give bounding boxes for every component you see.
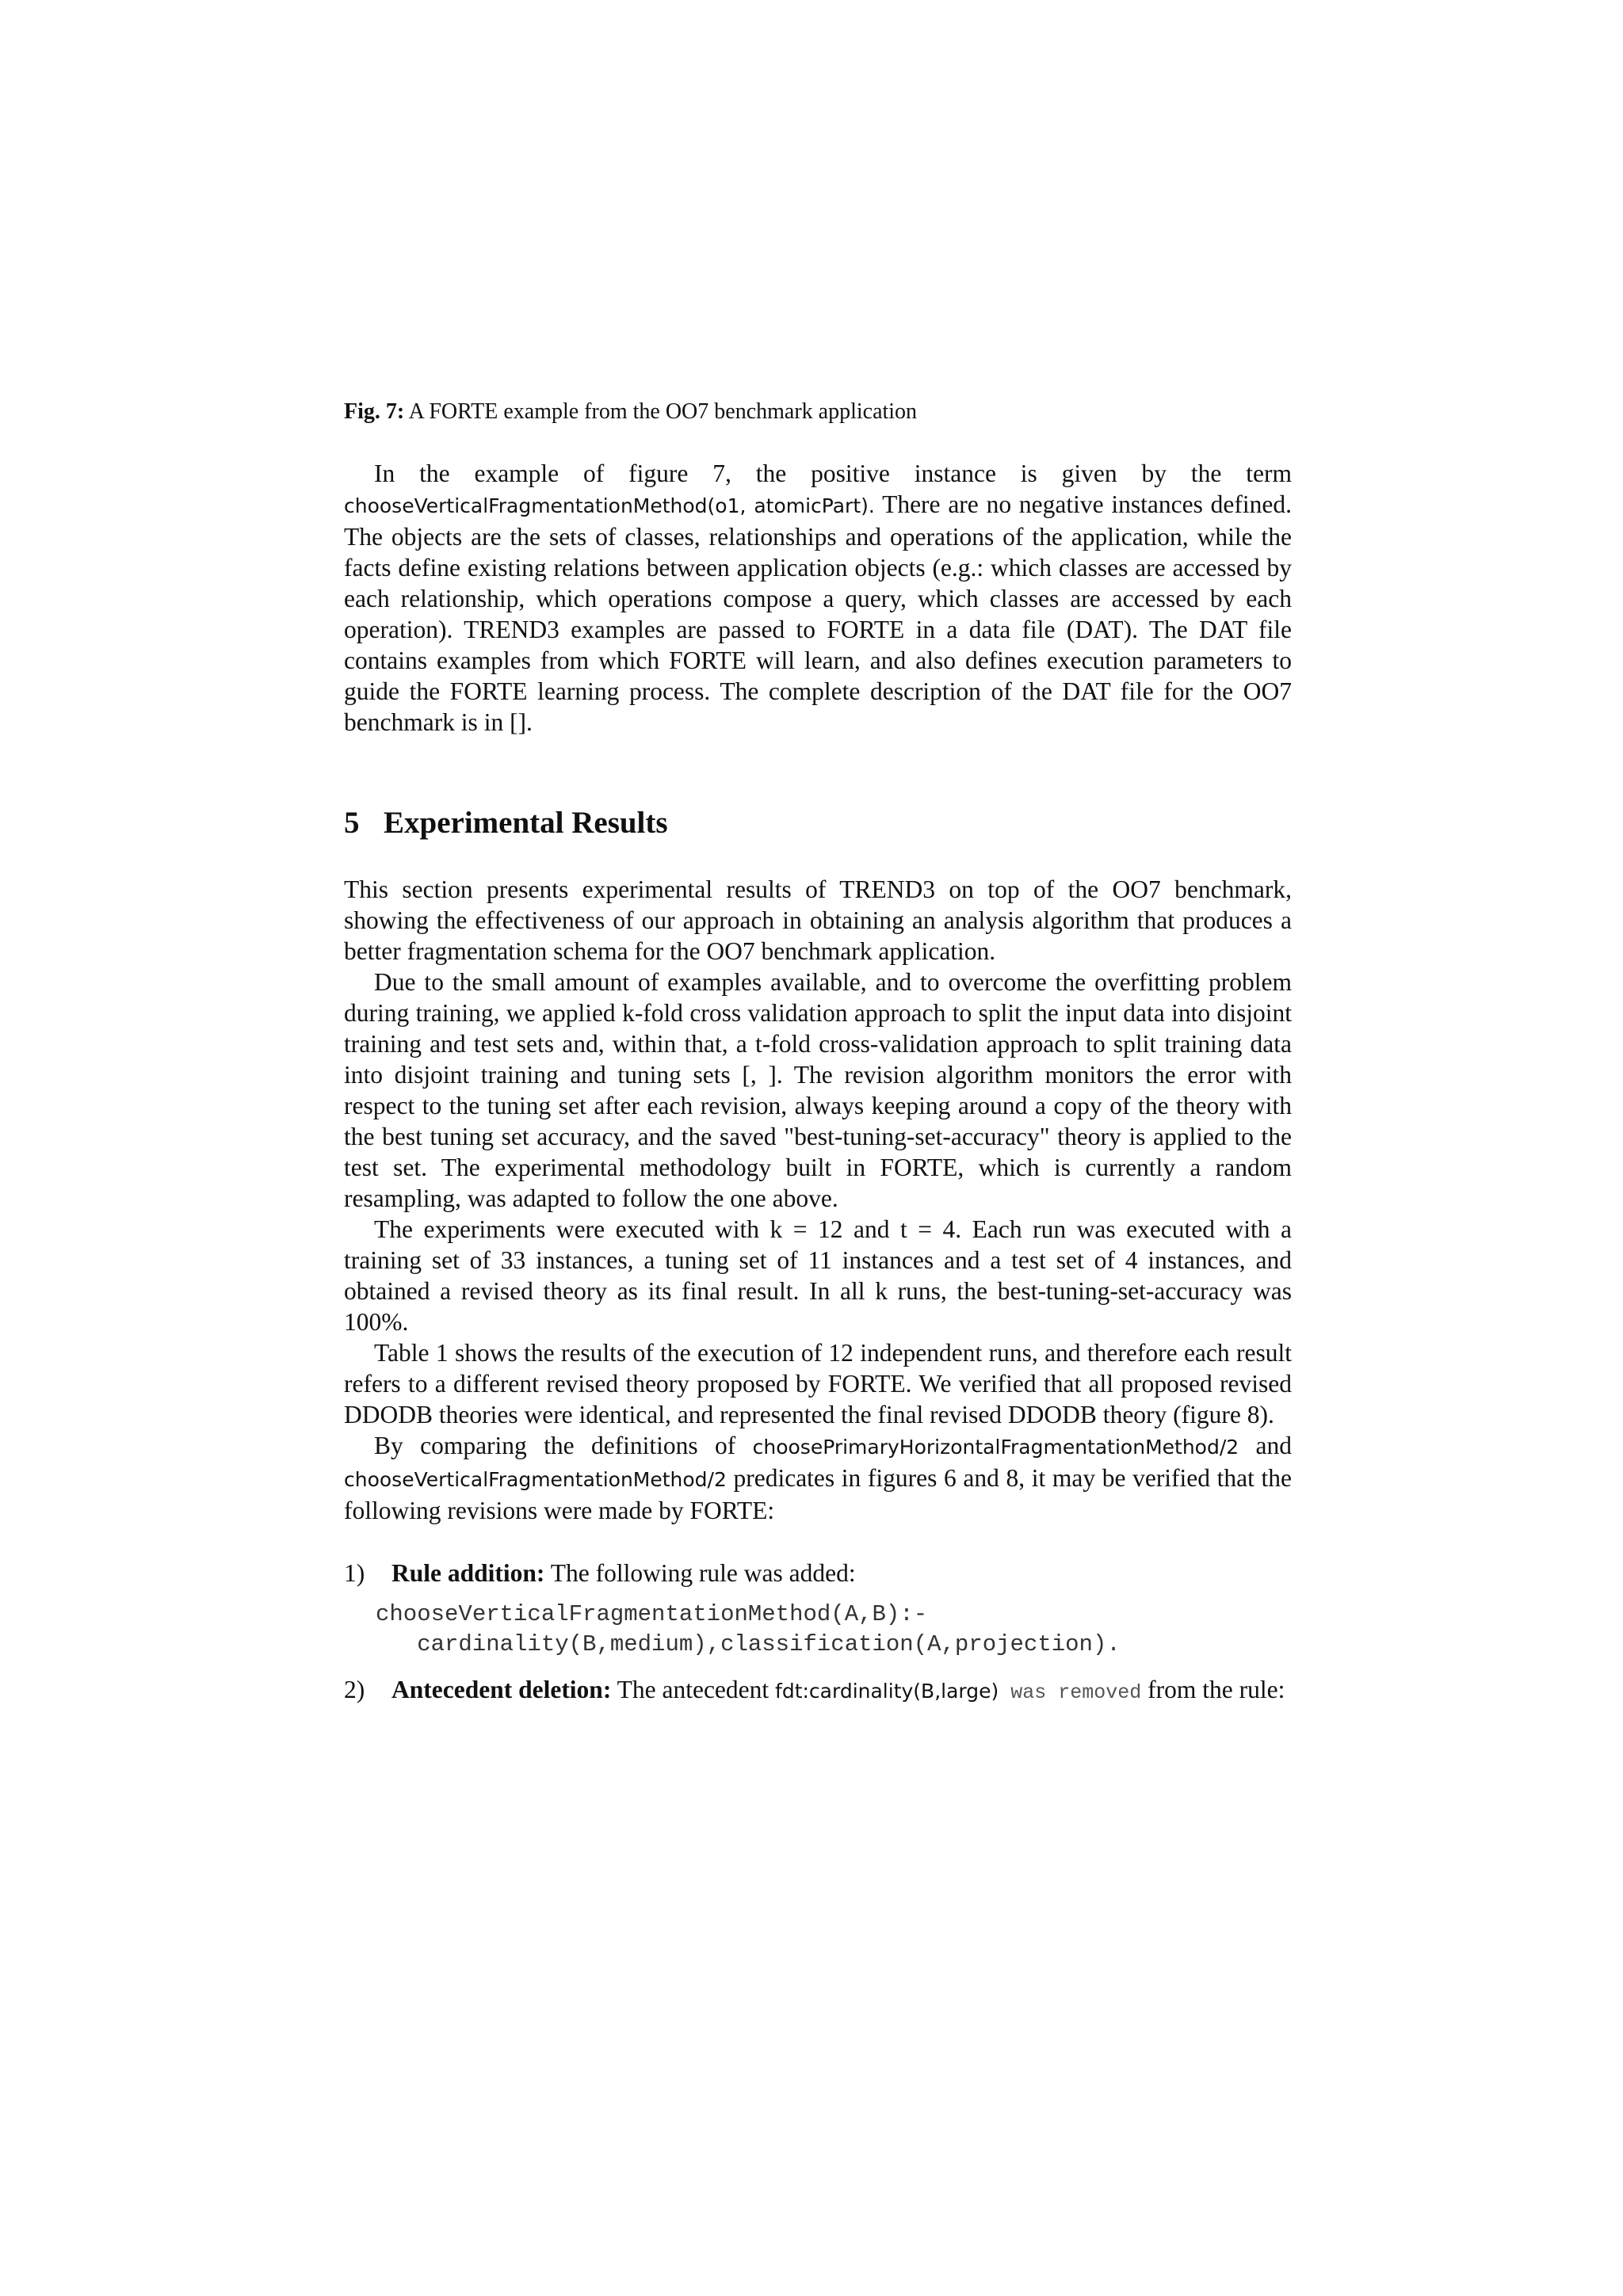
list-item-text: The antecedent (611, 1676, 776, 1703)
code-line: cardinality(B,medium),classification(A,projection). (376, 1631, 1121, 1657)
paragraph-comparison (344, 1430, 1292, 1526)
section-heading (344, 804, 1292, 842)
paper-page (344, 398, 1292, 1708)
list-item-rule-addition (344, 1558, 1292, 1589)
paragraph-experiment-setup: The experiments were executed with k = 12 and t = 4. Each run was executed with a training set of 33 instances, a tuning set of 11 instances and a test set of 4 instances, and obtained a revised theory as its final result. In all k runs, the best-tuning-set-accuracy was 100%. (344, 1215, 1292, 1336)
paragraph-section-intro: This section presents experimental results of TREND3 on top of the OO7 benchmark, showing the effectiveness of our approach in obtaining an analysis algorithm that produces a better fragmentation schema for the OO7 benchmark application. (344, 875, 1292, 965)
list-number: 1) (344, 1559, 365, 1587)
figure-caption (344, 398, 1292, 426)
code-block-added-rule (376, 1600, 1292, 1660)
inline-code-antecedent: fdt:cardinality(B,large) (775, 1680, 999, 1703)
inline-code-positive-instance: chooseVerticalFragmentationMethod(o1, atomicPart). (344, 494, 875, 517)
paragraph-table-results: Table 1 shows the results of the execution of 12 independent runs, and therefore each result refers to a different revised theory proposed by FORTE. We verified that all proposed revised DDODB theories were identical, and represented the final revised DDODB theory (figure 8). (344, 1339, 1292, 1428)
inline-code-vertical: chooseVerticalFragmentationMethod/2 (344, 1468, 727, 1491)
paragraph-example-description (344, 458, 1292, 738)
text-run: There are no negative instances defined. The objects are the sets of classes, relationships and operations of the application, while the facts define existing relations between application objects (e.g.: which classes are accessed by each relationship, which operations compose a query, which classes are accessed by each operation). TREND3 examples are passed to FORTE in a data file (DAT). The DAT file contains examples from which FORTE will learn, and also defines execution parameters to guide the FORTE learning process. The complete description of the DAT file for the OO7 benchmark is in []. (344, 490, 1292, 736)
inline-mono-text: was removed (999, 1681, 1142, 1704)
list-item-text: The following rule was added: (544, 1559, 856, 1587)
list-number: 2) (344, 1676, 365, 1703)
list-item-lead: Antecedent deletion: (391, 1676, 612, 1703)
spacer (344, 842, 1292, 874)
list-item-text: from the rule: (1141, 1676, 1285, 1703)
text-run: In the example of figure 7, the positive instance is given by the term (374, 460, 1292, 487)
figure-caption-text: A FORTE example from the OO7 benchmark application (404, 399, 918, 424)
spacer (344, 1526, 1292, 1558)
section-number: 5 (344, 806, 360, 840)
spacer (344, 738, 1292, 804)
section-title: Experimental Results (384, 806, 668, 840)
code-line: chooseVerticalFragmentationMethod(A,B):- (376, 1601, 928, 1627)
inline-code-primary-horizontal: choosePrimaryHorizontalFragmentationMethod/2 (752, 1436, 1239, 1459)
text-run: predicates in figures 6 and 8, it may be verified that the following revisions were made by FORTE: (344, 1464, 1292, 1524)
list-item-antecedent-deletion (344, 1674, 1292, 1708)
paragraph-cross-validation: Due to the small amount of examples available, and to overcome the overfitting problem during training, we applied k-fold cross validation approach to split the input data into disjoint training and test sets and, within that, a t-fold cross-validation approach to split training data into disjoint training and tuning sets [, ]. The revision algorithm monitors the error with respect to the tuning set after each revision, always keeping around a copy of the theory with the best tuning set accuracy, and the saved "best-tuning-set-accuracy" theory is applied to the test set. The experimental methodology built in FORTE, which is currently a random resampling, was adapted to follow the one above. (344, 968, 1292, 1212)
text-run: By comparing the definitions of (374, 1432, 753, 1459)
figure-label: Fig. 7: (344, 399, 405, 424)
spacer (344, 426, 1292, 458)
list-item-lead: Rule addition: (391, 1559, 545, 1587)
text-run: and (1239, 1432, 1292, 1459)
